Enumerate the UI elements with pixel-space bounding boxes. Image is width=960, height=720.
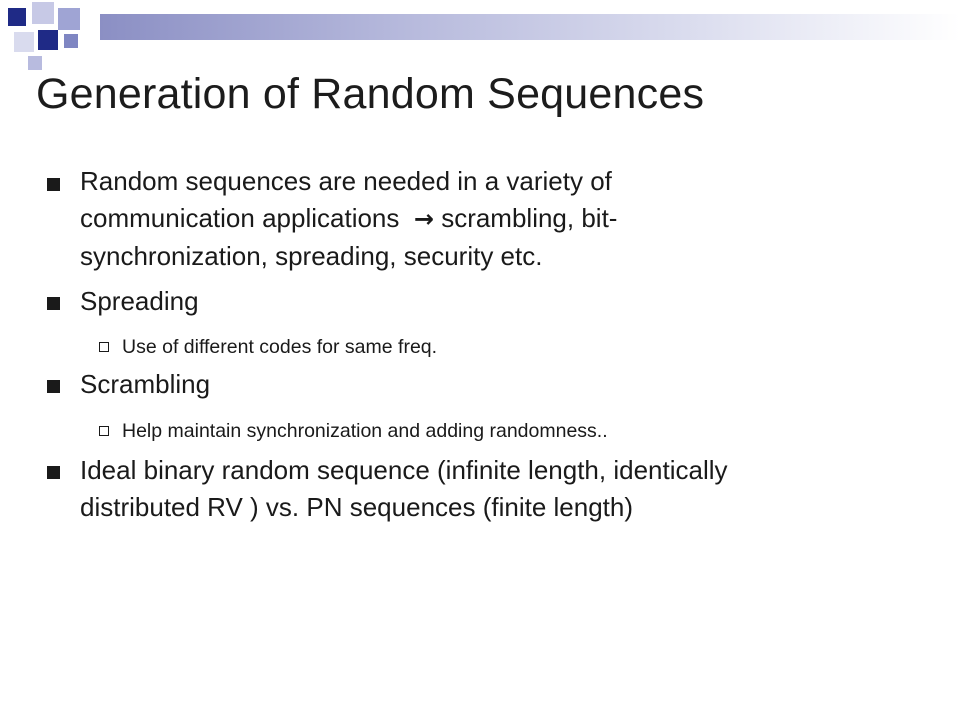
deco-square-dark xyxy=(8,8,26,26)
bullet-line: communication applications → scrambling, bit- xyxy=(80,203,618,233)
deco-square-mid-2 xyxy=(64,34,78,48)
sub-bullet-marker xyxy=(99,426,109,436)
sub-bullet-marker xyxy=(99,342,109,352)
deco-square-light-2 xyxy=(14,32,34,52)
bullet-item-ideal-binary xyxy=(80,452,940,526)
bullet-marker xyxy=(47,178,60,191)
deco-square-dark-2 xyxy=(38,30,58,50)
arrow-right-icon: → xyxy=(413,205,434,233)
bullet-line: Random sequences are needed in a variety of xyxy=(80,166,612,196)
sub-bullet-spreading: Use of different codes for same freq. xyxy=(122,336,438,358)
deco-square-mid xyxy=(58,8,80,30)
deco-square-light xyxy=(32,2,54,24)
bullet-line: distributed RV ) vs. PN sequences (finite length) xyxy=(80,492,634,522)
bullet-marker xyxy=(47,297,60,310)
bullet-line: Ideal binary random sequence (infinite length, identically xyxy=(80,455,728,485)
bullet-item-spreading: Spreading xyxy=(80,286,199,316)
sub-bullet-scrambling: Help maintain synchronization and adding randomness.. xyxy=(122,420,608,442)
header-gradient-bar xyxy=(100,14,960,40)
deco-square-light-3 xyxy=(28,56,42,70)
bullet-marker xyxy=(47,466,60,479)
slide-title: Generation of Random Sequences xyxy=(36,70,705,118)
bullet-marker xyxy=(47,380,60,393)
bullet-item-scrambling: Scrambling xyxy=(80,369,211,399)
bullet-line: synchronization, spreading, security etc. xyxy=(80,241,543,271)
bullet-item-random-sequences xyxy=(80,163,940,275)
